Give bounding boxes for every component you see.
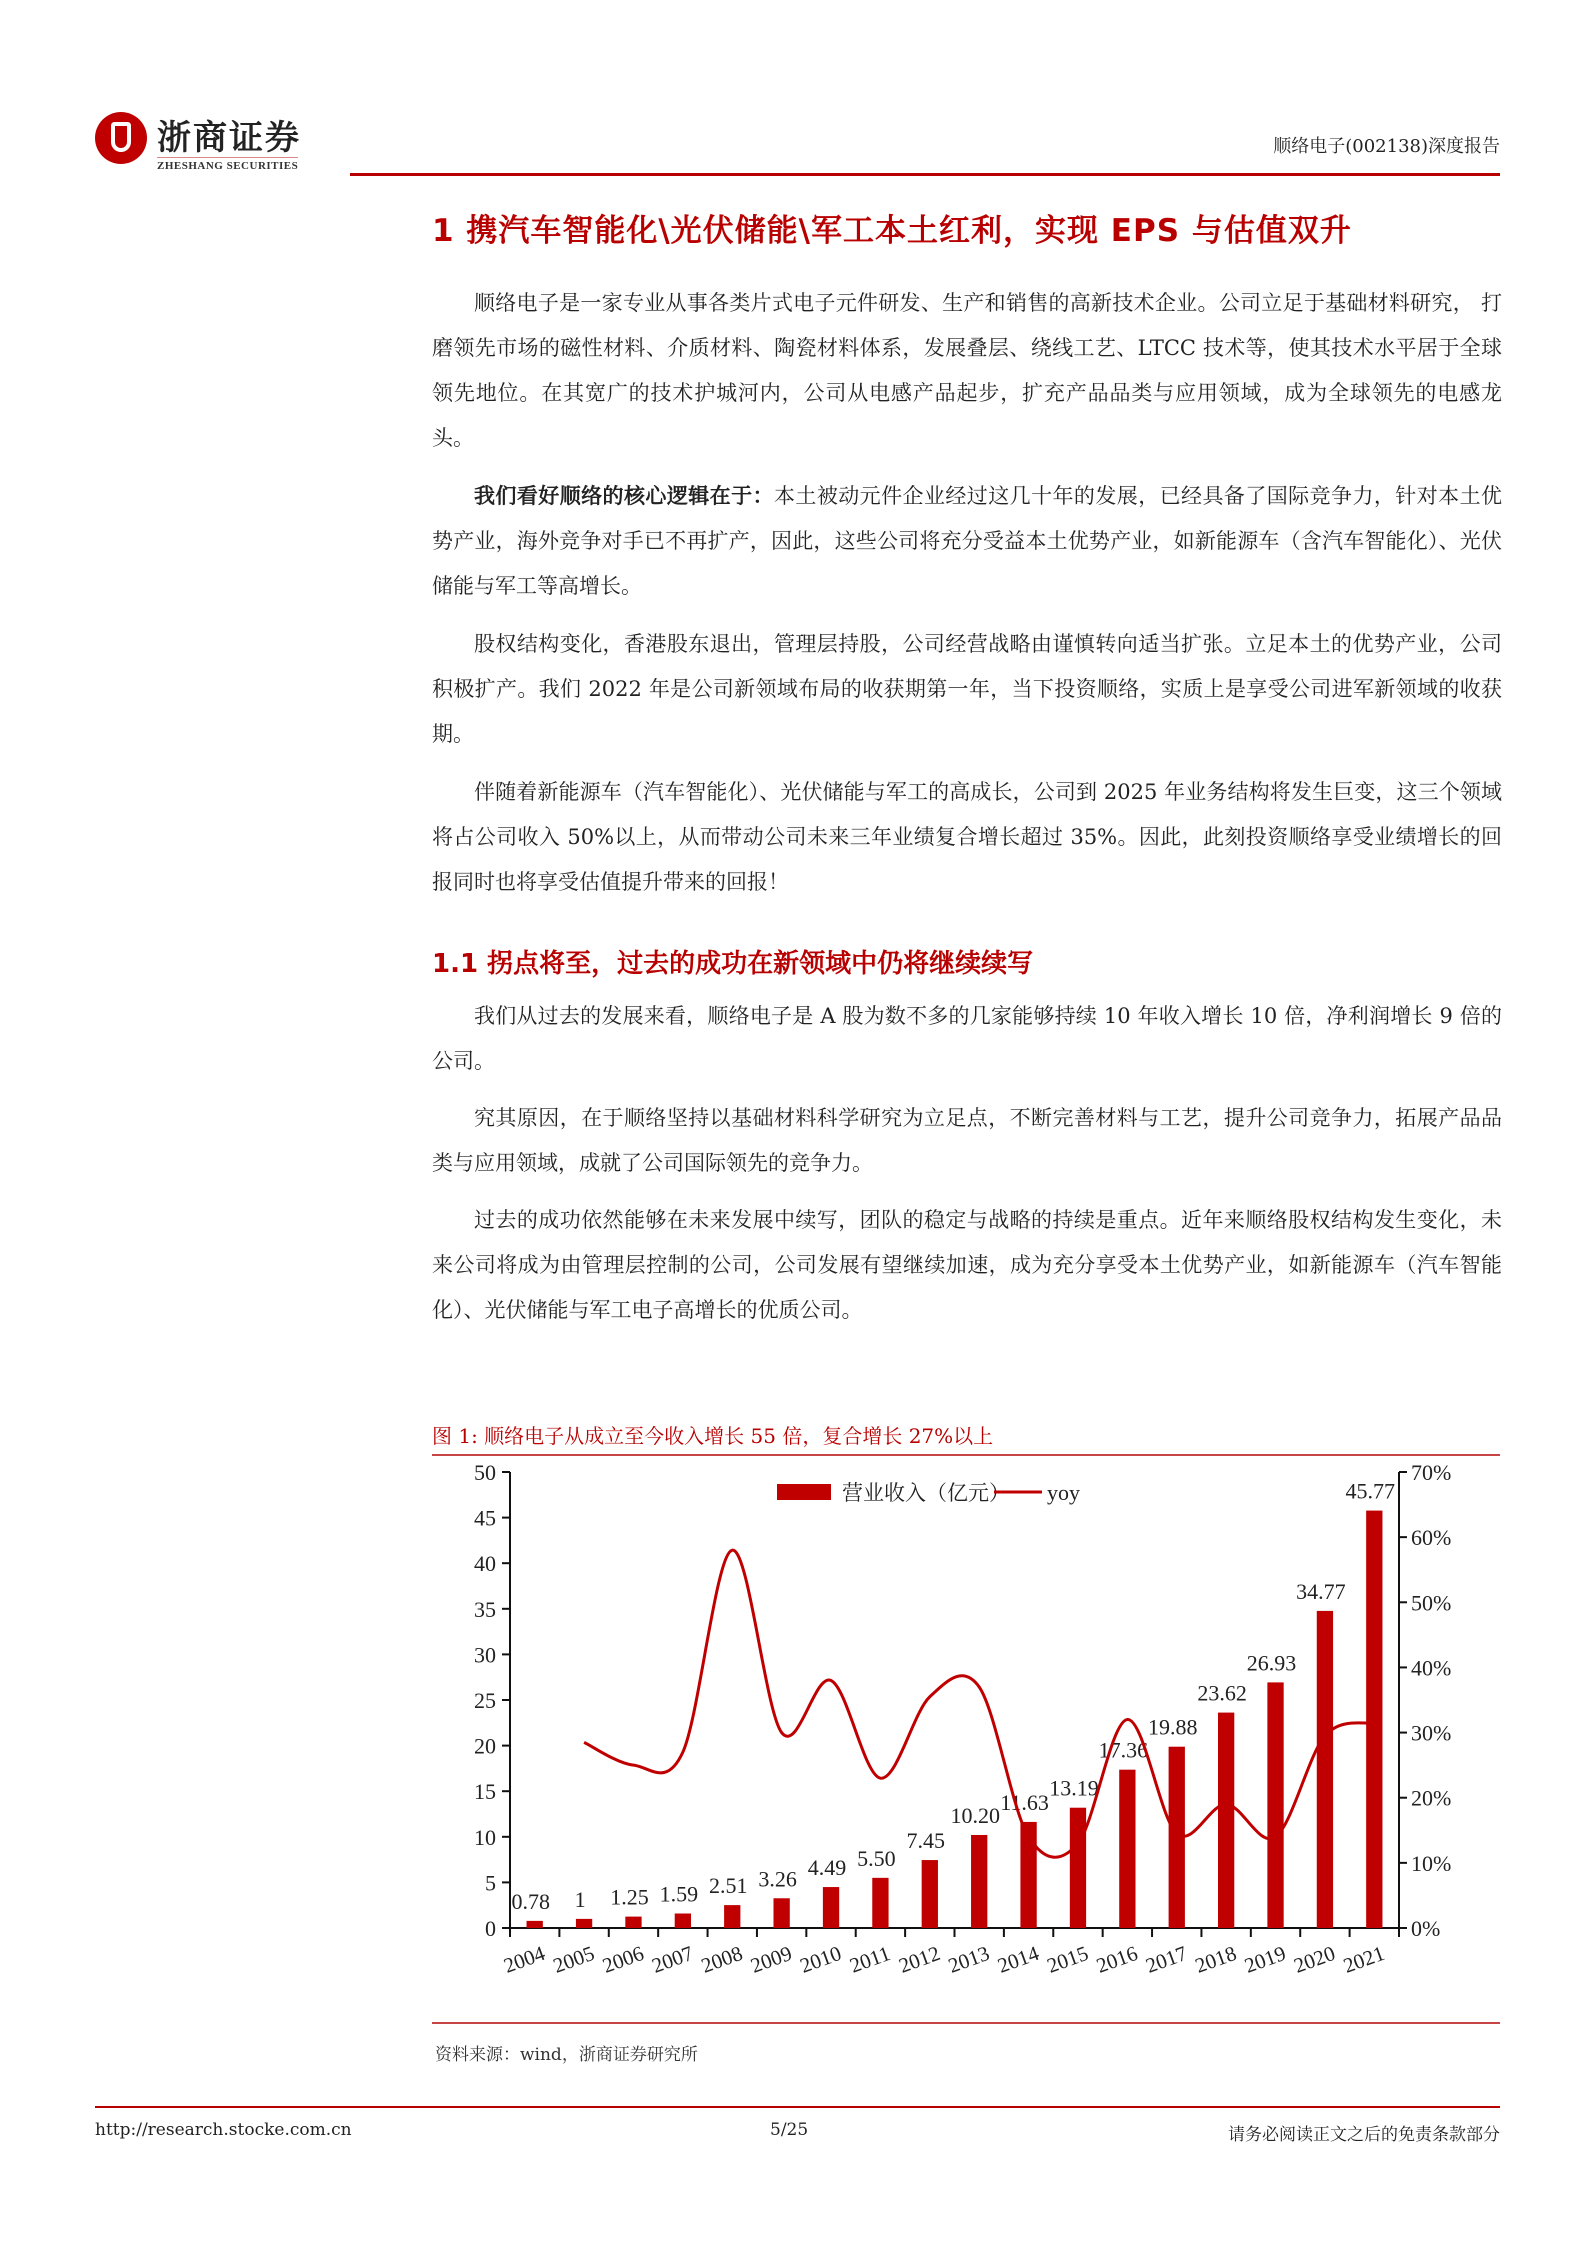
svg-text:10: 10 — [474, 1824, 496, 1850]
svg-text:2006: 2006 — [599, 1940, 647, 1978]
svg-text:2019: 2019 — [1241, 1940, 1289, 1978]
footer-url[interactable]: http://research.stocke.com.cn — [95, 2120, 352, 2140]
svg-text:2012: 2012 — [895, 1940, 944, 1978]
svg-text:4.49: 4.49 — [807, 1855, 847, 1881]
svg-text:60%: 60% — [1411, 1525, 1452, 1551]
page-number: 5/25 — [770, 2120, 809, 2140]
svg-text:5: 5 — [485, 1870, 496, 1896]
figure-bottom-divider — [432, 2022, 1500, 2024]
svg-text:2018: 2018 — [1191, 1940, 1240, 1978]
svg-text:2016: 2016 — [1093, 1940, 1141, 1978]
footer-disclaimer: 请务必阅读正文之后的免责条款部分 — [1228, 2125, 1500, 2145]
header-divider — [350, 173, 1500, 176]
section-1-1-heading: 1.1 拐点将至，过去的成功在新领域中仍将继续续写 — [432, 949, 1034, 979]
svg-text:2.51: 2.51 — [709, 1873, 748, 1899]
svg-text:50: 50 — [474, 1460, 496, 1485]
svg-text:35: 35 — [474, 1596, 496, 1622]
main-content — [432, 205, 1502, 1345]
svg-text:0%: 0% — [1411, 1916, 1441, 1941]
svg-text:7.45: 7.45 — [906, 1828, 946, 1854]
svg-text:50%: 50% — [1411, 1590, 1452, 1616]
svg-text:10%: 10% — [1411, 1850, 1452, 1876]
svg-text:23.62: 23.62 — [1197, 1680, 1247, 1706]
zheshang-logo — [95, 100, 335, 175]
svg-text:20: 20 — [474, 1733, 496, 1759]
svg-text:13.19: 13.19 — [1049, 1775, 1099, 1801]
svg-text:25: 25 — [474, 1688, 496, 1713]
svg-text:2007: 2007 — [648, 1940, 697, 1978]
svg-text:20%: 20% — [1411, 1785, 1452, 1811]
svg-text:2008: 2008 — [698, 1940, 746, 1978]
section-1-1-paragraph: 究其原因，在于顺络坚持以基础材料科学研究为立足点，不断完善材料与工艺，提升公司竞争力，拓展产品品类与应用领域，成就了公司国际领先的竞争力。 — [432, 1106, 1502, 1175]
svg-text:17.36: 17.36 — [1098, 1737, 1149, 1763]
section-1-1-paragraph: 我们从过去的发展来看，顺络电子是 A 股为数不多的几家能够持续 10 年收入增长 10 倍，净利润增长 9 倍的公司。 — [432, 1004, 1502, 1073]
svg-text:30: 30 — [474, 1642, 496, 1668]
svg-text:1: 1 — [574, 1886, 586, 1912]
svg-text:营业收入（亿元）: 营业收入（亿元） — [842, 1481, 1010, 1505]
svg-text:30%: 30% — [1411, 1720, 1452, 1746]
svg-text:1.59: 1.59 — [659, 1881, 699, 1907]
logo-cn-text: 浙商证券 — [157, 118, 301, 158]
svg-text:2021: 2021 — [1340, 1940, 1388, 1978]
svg-text:2015: 2015 — [1043, 1940, 1092, 1978]
svg-text:15: 15 — [474, 1779, 496, 1805]
svg-text:40: 40 — [474, 1551, 496, 1577]
svg-text:2004: 2004 — [500, 1940, 549, 1978]
svg-text:40%: 40% — [1411, 1655, 1452, 1681]
svg-text:2017: 2017 — [1142, 1940, 1191, 1978]
logo-en-text: ZHESHANG SECURITIES — [157, 157, 298, 172]
svg-text:19.88: 19.88 — [1148, 1714, 1198, 1740]
section-1-1-paragraph: 过去的成功依然能够在未来发展中续写，团队的稳定与战略的持续是重点。近年来顺络股权结构发生变化，未来公司将成为由管理层控制的公司，公司发展有望继续加速，成为充分享受本土优势产业，如新能源车（汽车智能化）、光伏储能与军工电子高增长的优质公司。 — [432, 1208, 1502, 1322]
section-1-paragraph: 伴随着新能源车（汽车智能化）、光伏储能与军工的高成长，公司到 2025 年业务结构将发生巨变，这三个领域将占公司收入 50%以上，从而带动公司未来三年业绩复合增长超过 35%。因此，此刻投资顺络享受业绩增长的回报同时也将享受估值提升带来的回报！ — [432, 780, 1502, 894]
svg-text:2020: 2020 — [1290, 1940, 1339, 1978]
svg-text:3.26: 3.26 — [758, 1866, 797, 1892]
svg-text:10.20: 10.20 — [950, 1802, 1000, 1828]
section-1-paragraph: 顺络电子是一家专业从事各类片式电子元件研发、生产和销售的高新技术企业。公司立足于基础材料研究， 打磨领先市场的磁性材料、介质材料、陶瓷材料体系，发展叠层、绕线工艺、LTCC 技术等，使其技术水平居于全球领先地位。在其宽广的技术护城河内，公司从电感产品起步，扩充产品品类与应用领域，成为全球领先的电感龙头。 — [432, 291, 1502, 450]
section-1-paragraph: 我们看好顺络的核心逻辑在于：本土被动元件企业经过这几十年的发展，已经具备了国际竞争力，针对本土优势产业，海外竞争对手已不再扩产，因此，这些公司将充分受益本土优势产业，如新能源车（含汽车智能化）、光伏储能与军工等高增长。 — [432, 483, 1503, 598]
svg-text:2005: 2005 — [549, 1940, 598, 1978]
svg-text:yoy: yoy — [1047, 1480, 1080, 1505]
core-logic-lead: 我们看好顺络的核心逻辑在于： — [474, 483, 774, 508]
svg-text:45: 45 — [474, 1505, 496, 1531]
svg-text:2014: 2014 — [994, 1940, 1043, 1978]
svg-text:0: 0 — [485, 1916, 496, 1941]
figure-caption: 图 1: 顺络电子从成立至今收入增长 55 倍，复合增长 27%以上 — [432, 1424, 994, 1448]
svg-text:2009: 2009 — [747, 1940, 796, 1978]
report-title: 顺络电子(002138)深度报告 — [1273, 136, 1500, 157]
svg-text:45.77: 45.77 — [1345, 1478, 1396, 1504]
svg-text:1.25: 1.25 — [610, 1884, 649, 1910]
figure-source: 资料来源：wind，浙商证券研究所 — [435, 2045, 698, 2065]
revenue-yoy-chart — [432, 1460, 1532, 2020]
svg-text:70%: 70% — [1411, 1460, 1452, 1485]
svg-text:2010: 2010 — [796, 1940, 845, 1978]
logo-mark-icon — [95, 112, 147, 164]
svg-text:2011: 2011 — [846, 1941, 894, 1978]
svg-text:2013: 2013 — [944, 1940, 993, 1978]
svg-text:5.50: 5.50 — [857, 1845, 896, 1871]
section-1-paragraph: 股权结构变化，香港股东退出，管理层持股，公司经营战略由谨慎转向适当扩张。立足本土的优势产业，公司积极扩产。我们 2022 年是公司新领域布局的收获期第一年，当下投资顺络，实质上是享受公司进军新领域的收获期。 — [432, 632, 1502, 746]
figure-top-divider — [432, 1454, 1500, 1456]
svg-text:0.78: 0.78 — [511, 1888, 550, 1914]
svg-text:34.77: 34.77 — [1296, 1578, 1346, 1604]
footer-divider — [95, 2106, 1500, 2108]
svg-text:11.63: 11.63 — [1000, 1789, 1049, 1815]
svg-text:26.93: 26.93 — [1246, 1650, 1297, 1676]
page-header — [95, 100, 1500, 175]
section-1-heading: 1 携汽车智能化\光伏储能\军工本土红利，实现 EPS 与估值双升 — [432, 213, 1352, 249]
